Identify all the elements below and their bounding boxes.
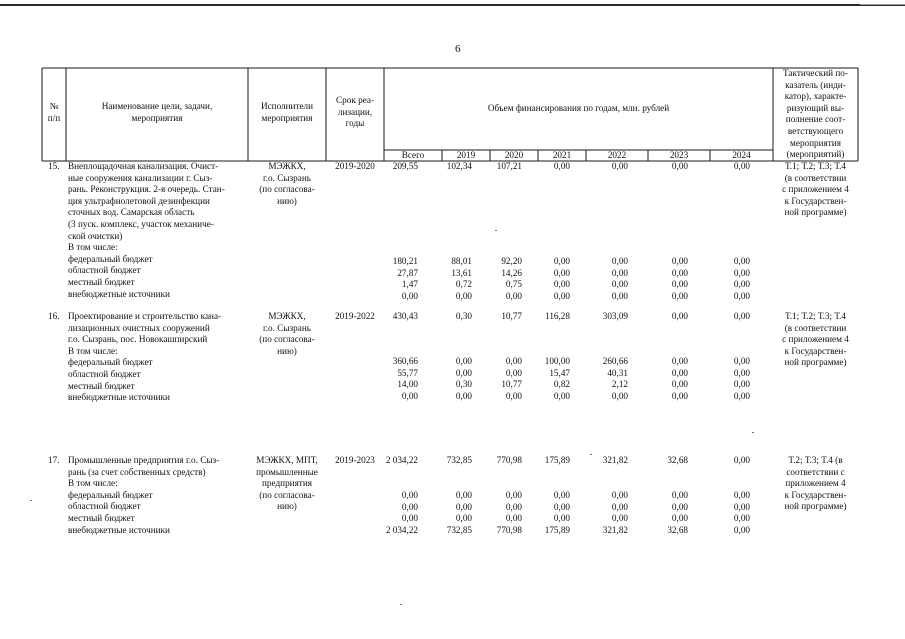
year-header-2021: 2021 [552, 150, 572, 160]
value-cell: 0,00 [455, 367, 472, 378]
value-cell: 88,01 [451, 256, 472, 266]
value-cell: 0,00 [455, 356, 472, 366]
value-cell: 0,00 [733, 367, 750, 378]
value-cell-total: 770,98 [496, 455, 522, 465]
value-cell: 0,00 [671, 379, 688, 390]
value-cell: 175,89 [544, 524, 570, 535]
value-cell: 0,00 [401, 501, 418, 512]
value-cell-total: 430,43 [392, 311, 418, 321]
value-cell-total: 175,89 [544, 455, 570, 465]
value-cell: 360,66 [392, 356, 418, 366]
scan-speck [400, 604, 402, 605]
value-cell: 0,00 [455, 390, 472, 401]
value-cell: 0,00 [553, 513, 570, 524]
value-cell: 0,00 [611, 490, 628, 500]
header-term: Срок реа- лизации, годы [336, 95, 374, 129]
value-cell: 100,00 [544, 356, 570, 366]
value-cell-total: 0,00 [671, 311, 688, 321]
value-cell: 0,00 [505, 501, 522, 512]
value-cell: 0,00 [553, 490, 570, 500]
value-cell: 2,12 [611, 379, 628, 390]
value-cell: 0,00 [671, 279, 688, 290]
header-executors: Исполнители мероприятия [260, 101, 314, 123]
value-cell: 55,77 [397, 367, 418, 378]
value-cell: 0,00 [401, 490, 418, 500]
value-cell-total: 116,28 [545, 311, 570, 321]
row-term: 2019-2023 [335, 455, 375, 465]
value-cell: 0,00 [611, 279, 628, 290]
value-cell: 0,00 [671, 501, 688, 512]
value-cell: 0,00 [401, 513, 418, 524]
value-cell: 0,00 [671, 290, 688, 301]
value-cell: 0,00 [733, 267, 750, 278]
value-cell: 40,31 [607, 367, 628, 378]
year-header-2024: 2024 [732, 150, 751, 160]
value-cell: 0,00 [553, 501, 570, 512]
value-cell: 0,75 [505, 279, 522, 290]
value-cell: 27,87 [397, 267, 418, 278]
year-header-2022: 2022 [607, 150, 627, 160]
value-cell: 0,00 [553, 279, 570, 290]
year-header-2019: 2019 [456, 150, 476, 160]
value-cell-total: 0,30 [455, 311, 472, 321]
row-executors: МЭЖКХ, г.о. Сызрань (по согласова- нию) [259, 311, 315, 356]
value-cell: 10,77 [501, 379, 522, 390]
row-number: 15. [48, 161, 60, 171]
scan-speck [495, 230, 497, 231]
value-cell: 1,47 [401, 279, 418, 290]
row-name: Проектирование и строительство кана- лизационных очистных сооружений г.о. Сызрань, пос. Новокашпирский В том числе: федеральный бюджет областной бюджет местный бюджет внебюджетные источники [68, 311, 222, 403]
row-name: Внеплощадочная канализация. Очист- ные сооружения канализации г. Сыз- рань. Реконструкция. 2-я очередь. Стан- ция ультрафиолетовой дезинфекции сточных вод. Самарская область (3 пуск. комплекс, участок механиче- ской очистки) В том числе: федеральный бюджет областной бюджет местный бюджет внебюджетные источники [68, 161, 225, 299]
value-cell: 92,20 [501, 256, 522, 266]
value-cell: 732,85 [446, 524, 472, 535]
scan-speck [590, 454, 592, 455]
header-name: Наименование цели, задачи, мероприятия [101, 101, 213, 123]
value-cell: 0,00 [505, 356, 522, 366]
value-cell: 0,00 [455, 290, 472, 301]
value-cell: 0,00 [733, 490, 750, 500]
value-cell: 0,00 [611, 513, 628, 524]
value-cell: 0,00 [611, 290, 628, 301]
row-number: 17. [48, 455, 60, 465]
value-cell: 0,00 [505, 290, 522, 301]
value-cell: 770,98 [496, 524, 522, 535]
value-cell: 0,00 [553, 290, 570, 301]
row-executors: МЭЖКХ, г.о. Сызрань (по согласова- нию) [259, 161, 315, 206]
page-number: 6 [455, 43, 461, 55]
value-cell-total: 0,00 [733, 311, 750, 321]
value-cell: 0,00 [455, 501, 472, 512]
value-cell: 0,00 [733, 290, 750, 301]
value-cell: 0,00 [733, 524, 750, 535]
value-cell: 15,47 [549, 367, 570, 378]
value-cell: 0,00 [401, 390, 418, 401]
value-cell: 0,00 [733, 256, 750, 266]
value-cell: 0,00 [455, 513, 472, 524]
row-indicator: Т.2; Т.3; Т.4 (в соответствии с приложением 4 к Государствен- ной программе) [784, 455, 847, 512]
value-cell: 260,66 [602, 356, 628, 366]
value-cell: 14,00 [397, 379, 418, 390]
value-cell: 0,00 [505, 390, 522, 401]
value-cell: 0,00 [671, 267, 688, 278]
value-cell: 0,00 [553, 390, 570, 401]
value-cell: 321,82 [602, 524, 628, 535]
value-cell-total: 732,85 [446, 455, 472, 465]
value-cell: 0,00 [401, 290, 418, 301]
value-cell: 0,82 [553, 379, 570, 390]
scan-speck [30, 500, 32, 501]
header-financing: Объем финансирования по годам, млн. рублей [487, 103, 670, 113]
value-cell-total: 10,77 [501, 311, 522, 321]
value-cell-total: 303,09 [602, 311, 628, 321]
value-cell: 0,00 [611, 256, 628, 266]
value-cell: 0,00 [553, 256, 570, 266]
value-cell: 0,00 [733, 279, 750, 290]
value-cell-total: 32,68 [667, 455, 688, 465]
value-cell: 0,00 [733, 390, 750, 401]
value-cell-total: 102,34 [446, 161, 472, 171]
value-cell: 0,00 [671, 356, 688, 366]
value-cell-total: 0,00 [671, 161, 688, 171]
row-name: Промышленные предприятия г.о. Сыз- рань (за счет собственных средств) В том числе: федеральный бюджет областной бюджет местный бюджет внебюджетные источники [68, 455, 220, 535]
header-number: № п/п [47, 101, 61, 123]
value-cell-total: 107,21 [496, 161, 522, 171]
row-indicator: Т.1; Т.2; Т.3; Т.4 (в соответствии с приложением 4 к Государствен- ной программе) [782, 161, 849, 218]
year-header-total: Всего [401, 150, 425, 160]
row-executors: МЭЖКХ, МПТ, промышленные предприятия (по согласова- нию) [256, 455, 318, 512]
row-indicator: Т.1; Т.2; Т.3; Т.4 (в соответствии с приложением 4 к Государствен- ной программе) [782, 311, 849, 368]
row-term: 2019-2022 [335, 311, 375, 321]
value-cell: 0,00 [671, 490, 688, 500]
scan-border-line [860, 4, 905, 5]
year-header-2020: 2020 [504, 150, 524, 160]
value-cell: 0,00 [671, 513, 688, 524]
value-cell: 0,00 [671, 256, 688, 266]
scan-border-line [0, 4, 905, 6]
value-cell-total: 0,00 [733, 455, 750, 465]
value-cell: 0,72 [455, 279, 472, 290]
value-cell-total: 209,55 [392, 161, 418, 171]
scan-speck [752, 432, 754, 433]
value-cell-total: 321,82 [602, 455, 628, 465]
value-cell: 0,00 [671, 390, 688, 401]
row-number: 16. [48, 311, 60, 321]
value-cell: 0,00 [505, 367, 522, 378]
value-cell: 0,00 [455, 490, 472, 500]
value-cell: 0,00 [553, 267, 570, 278]
value-cell: 0,00 [733, 501, 750, 512]
value-cell: 0,00 [611, 267, 628, 278]
value-cell: 0,30 [455, 379, 472, 390]
value-cell: 0,00 [733, 356, 750, 366]
value-cell: 0,00 [733, 513, 750, 524]
value-cell: 13,61 [451, 267, 472, 278]
value-cell-total: 0,00 [553, 161, 570, 171]
row-term: 2019-2020 [335, 161, 375, 171]
value-cell: 0,00 [733, 379, 750, 390]
value-cell: 180,21 [392, 256, 418, 266]
value-cell-total: 0,00 [611, 161, 628, 171]
value-cell: 0,00 [611, 390, 628, 401]
value-cell-total: 0,00 [733, 161, 750, 171]
value-cell: 0,00 [671, 367, 688, 378]
value-cell-total: 2 034,22 [385, 455, 418, 465]
header-indicator: Тактический по- казатель (инди- катор), характе- ризующий вы- полнение соот- ветствующего мероприятия (мероприятий) [783, 68, 848, 160]
value-cell: 0,00 [505, 513, 522, 524]
value-cell: 14,26 [501, 267, 522, 278]
year-header-2023: 2023 [669, 150, 689, 160]
value-cell: 32,68 [667, 524, 688, 535]
value-cell: 0,00 [505, 490, 522, 500]
value-cell: 2 034,22 [385, 524, 418, 535]
value-cell: 0,00 [611, 501, 628, 512]
